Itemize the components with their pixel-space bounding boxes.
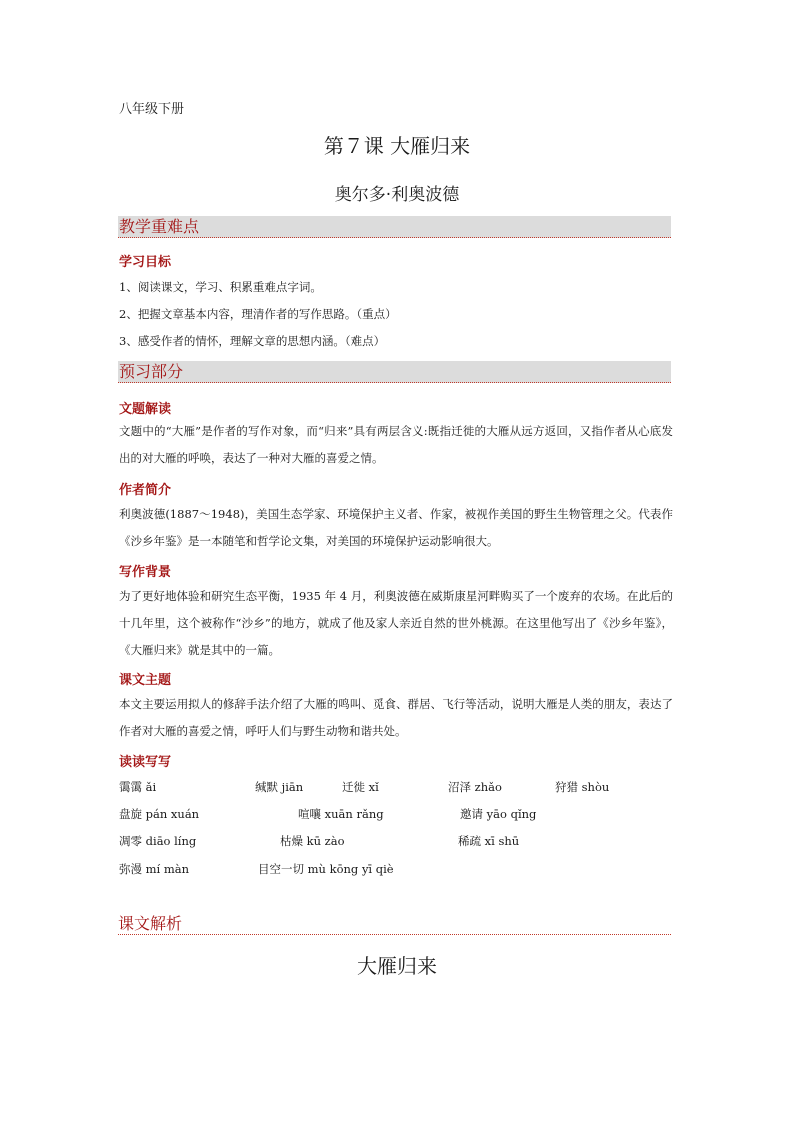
vocab-item: 喧嚷 xuān rǎng bbox=[298, 807, 384, 821]
vocab-item: 枯燥 kū zào bbox=[280, 834, 345, 848]
vocab-item: 缄默 jiān bbox=[255, 780, 304, 794]
section-heading-label: 预习部分 bbox=[119, 362, 184, 381]
author-intro-heading: 作者简介 bbox=[119, 483, 172, 498]
section-heading-preview bbox=[118, 361, 671, 383]
section-heading-key-points bbox=[118, 216, 671, 238]
background-text: 为了更好地体验和研究生态平衡，1935 年 4 月，利奥波德在威斯康星河畔购买了一个废弃的农场。在此后的十几年里，这个被称作“沙乡”的地方，就成了他及家人亲近自然的世外桃源。在这里他写出了《沙乡年鉴》，《大雁归来》就是其中的一篇。 bbox=[119, 589, 673, 657]
vocab-item: 弥漫 mí màn bbox=[119, 862, 190, 876]
vocab-item: 盘旋 pán xuán bbox=[119, 807, 200, 821]
vocab-item: 迁徙 xǐ bbox=[342, 780, 379, 794]
section-heading-label: 教学重难点 bbox=[119, 217, 200, 236]
section-heading-label: 课文解析 bbox=[118, 914, 183, 933]
goal-item: 3、感受作者的情怀，理解文章的思想内涵。（难点） bbox=[119, 334, 386, 348]
author-name: 奥尔多·利奥波德 bbox=[334, 185, 460, 205]
theme-text: 本文主要运用拟人的修辞手法介绍了大雁的鸣叫、觅食、群居、飞行等活动，说明大雁是人类的朋友，表达了作者对大雁的喜爱之情，呼吁人们与野生动物和谐共处。 bbox=[119, 697, 673, 738]
grade-label: 八年级下册 bbox=[119, 102, 185, 117]
vocab-item: 稀疏 xī shū bbox=[458, 834, 520, 848]
vocab-item: 邀请 yāo qǐng bbox=[460, 807, 537, 821]
vocabulary-heading: 读读写写 bbox=[119, 755, 172, 770]
goal-item: 2、把握文章基本内容，理清作者的写作思路。（重点） bbox=[119, 307, 397, 321]
lesson-title: 第７课 大雁归来 bbox=[323, 134, 471, 158]
vocab-item: 狩猎 shòu bbox=[555, 780, 610, 794]
title-interpretation-heading: 文题解读 bbox=[119, 402, 172, 417]
vocab-item: 凋零 diāo líng bbox=[119, 834, 197, 848]
text-title: 大雁归来 bbox=[357, 954, 437, 978]
goals-heading: 学习目标 bbox=[119, 255, 172, 270]
vocab-item: 霭霭 ǎi bbox=[119, 780, 157, 794]
background-heading: 写作背景 bbox=[119, 565, 172, 580]
goal-item: 1、阅读课文，学习、积累重难点字词。 bbox=[119, 280, 322, 294]
vocab-item: 目空一切 mù kōng yī qiè bbox=[258, 862, 394, 876]
theme-heading: 课文主题 bbox=[119, 673, 172, 688]
title-interpretation-text: 文题中的“大雁”是作者的写作对象，而“归来”具有两层含义:既指迁徙的大雁从远方返回，又指作者从心底发出的对大雁的呼唤，表达了一种对大雁的喜爱之情。 bbox=[119, 424, 673, 465]
author-intro-text: 利奥波德(1887～1948)，美国生态学家、环境保护主义者、作家，被视作美国的野生生物管理之父。代表作《沙乡年鉴》是一本随笔和哲学论文集，对美国的环境保护运动影响很大。 bbox=[119, 507, 673, 548]
vocab-item: 沼泽 zhǎo bbox=[448, 780, 502, 794]
section-heading-analysis bbox=[118, 914, 671, 935]
